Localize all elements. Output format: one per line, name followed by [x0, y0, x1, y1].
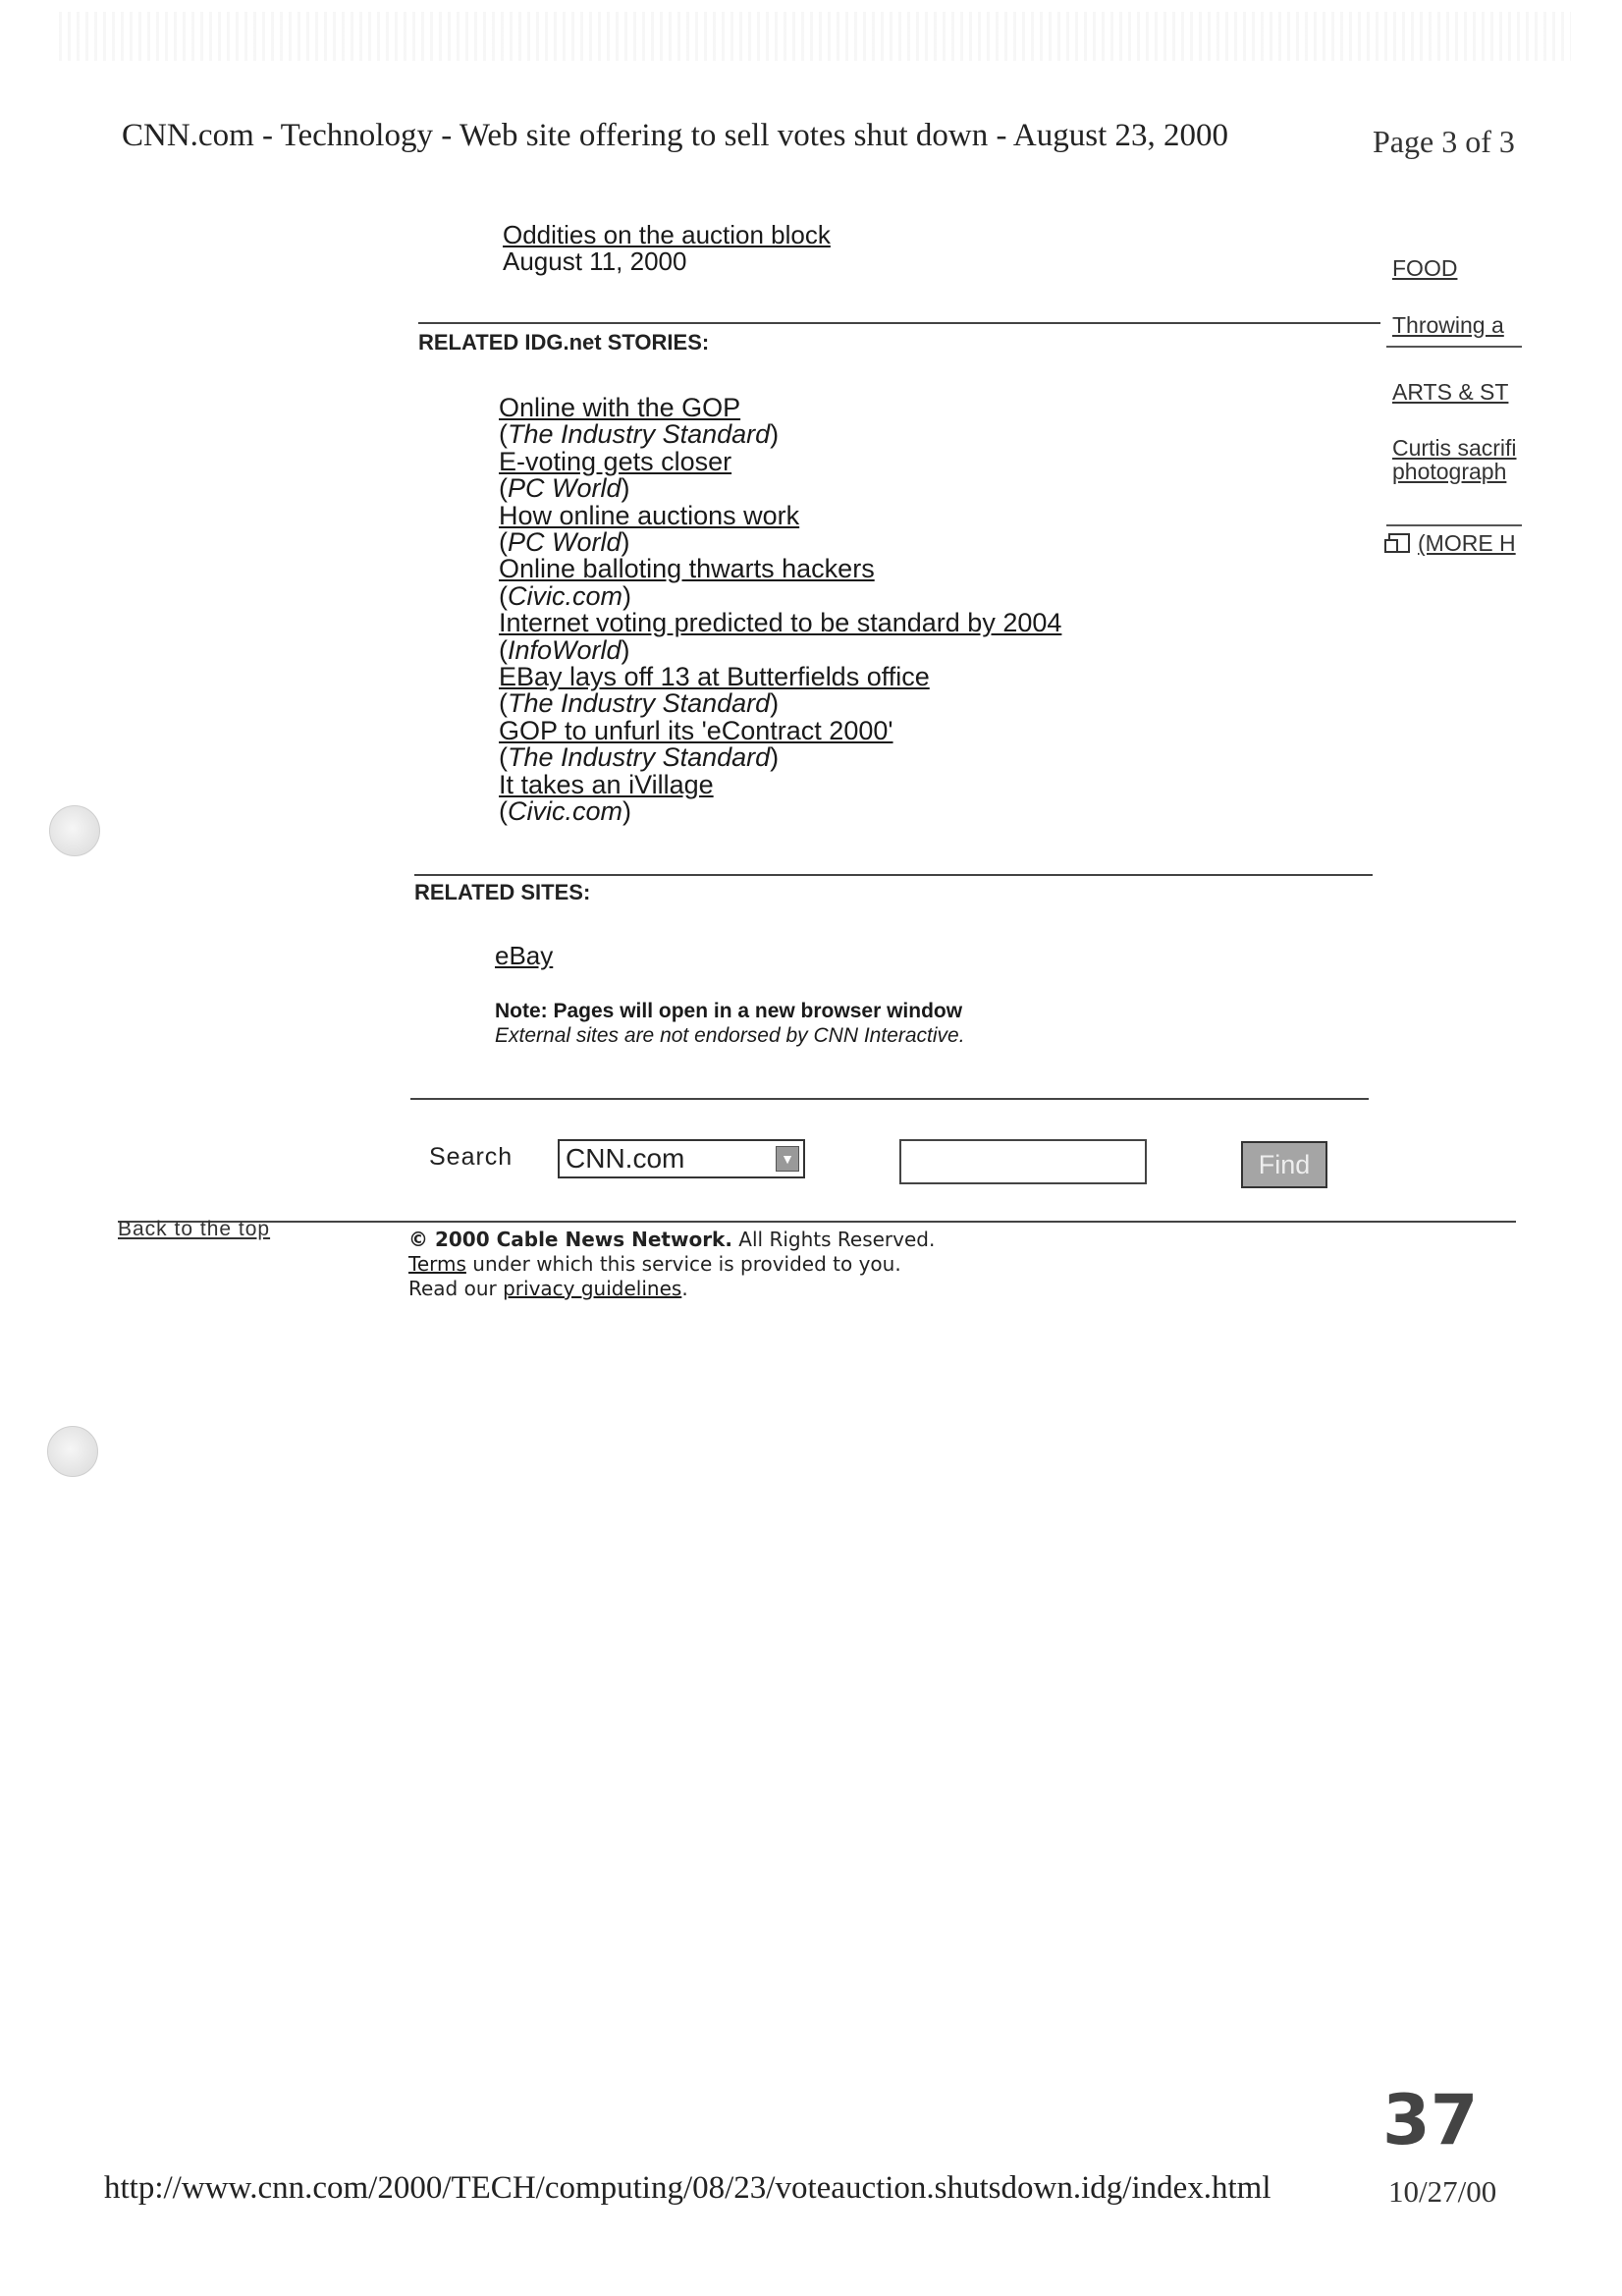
search-scope-value: CNN.com: [566, 1143, 685, 1174]
sidebar-food-link[interactable]: FOOD: [1392, 255, 1458, 281]
list-item: [499, 446, 1061, 476]
back-to-top-link[interactable]: Back to the top: [118, 1218, 271, 1240]
story-source: The Industry Standard: [508, 688, 771, 719]
list-item: [499, 664, 1061, 690]
print-footer-url: http://www.cnn.com/2000/TECH/computing/08/23/voteauction.shutsdown.idg/index.html: [104, 2170, 1271, 2206]
list-item: (Civic.com): [499, 796, 632, 827]
sidebar-divider: [1386, 524, 1522, 526]
list-item: (The Industry Standard): [499, 419, 780, 450]
external-sites-note: [495, 999, 965, 1048]
footer-divider: [118, 1221, 1516, 1223]
print-header-page: Page 3 of 3: [1373, 124, 1515, 159]
story-link[interactable]: Online balloting thwarts hackers: [499, 554, 875, 584]
story-link[interactable]: GOP to unfurl its 'eContract 2000': [499, 715, 893, 745]
story-source: PC World: [508, 473, 622, 504]
previous-story: [503, 222, 831, 275]
list-item: [499, 500, 1061, 530]
story-source: PC World: [508, 527, 622, 558]
sidebar-more[interactable]: [1388, 530, 1516, 557]
story-source: InfoWorld: [508, 634, 622, 665]
sidebar-arts-link[interactable]: ARTS & ST: [1392, 379, 1509, 405]
divider: [410, 1098, 1369, 1100]
list-item: (The Industry Standard): [499, 688, 780, 719]
copyright-bold: © 2000 Cable News Network.: [408, 1228, 732, 1251]
search-label: Search: [429, 1143, 514, 1171]
divider: [414, 874, 1373, 876]
footer-copyright: [408, 1228, 935, 1301]
list-item: (InfoWorld): [499, 634, 630, 665]
story-link[interactable]: Internet voting predicted to be standard by 2004: [499, 608, 1062, 638]
previous-story-link[interactable]: Oddities on the auction block: [503, 220, 831, 249]
privacy-suffix: .: [681, 1277, 688, 1300]
story-link[interactable]: Online with the GOP: [499, 393, 741, 422]
search-scope-select[interactable]: [558, 1139, 805, 1178]
sidebar-more-link[interactable]: (MORE H: [1418, 530, 1516, 556]
previous-story-date: August 11, 2000: [503, 246, 687, 276]
list-item: [499, 395, 1061, 421]
sidebar-food-story-link[interactable]: Throwing a: [1392, 312, 1504, 338]
related-stories-list: [499, 395, 1061, 826]
list-item: [499, 715, 1061, 745]
story-source: Civic.com: [508, 796, 623, 827]
search-input[interactable]: [899, 1139, 1147, 1184]
note-bold: Note: Pages will open in a new browser window: [495, 1000, 963, 1022]
print-footer-date: 10/27/00: [1388, 2174, 1497, 2209]
list-item: (Civic.com): [499, 580, 632, 611]
sidebar-divider: [1386, 346, 1522, 348]
scan-noise: [59, 12, 1571, 61]
ebay-link[interactable]: eBay: [495, 941, 554, 970]
privacy-prefix: Read our: [408, 1277, 504, 1300]
terms-link[interactable]: Terms: [408, 1252, 466, 1276]
chevron-down-icon[interactable]: ▼: [776, 1146, 799, 1172]
list-item: [499, 769, 1061, 799]
new-window-icon: [1388, 533, 1410, 553]
note-italic: External sites are not endorsed by CNN Interactive.: [495, 1024, 965, 1047]
list-item: [499, 610, 1061, 636]
story-source: Civic.com: [508, 580, 623, 611]
handwritten-page-number: 37: [1382, 2080, 1479, 2160]
privacy-link[interactable]: privacy guidelines: [503, 1277, 682, 1300]
punch-hole: [49, 805, 100, 856]
list-item: (The Industry Standard): [499, 742, 780, 773]
divider: [418, 322, 1380, 324]
sidebar-arts-story-link[interactable]: Curtis sacrifi: [1392, 435, 1517, 461]
list-item: [499, 556, 1061, 582]
sidebar-arts-story-link-2[interactable]: photograph: [1392, 459, 1507, 484]
story-link[interactable]: It takes an iVillage: [499, 769, 714, 799]
terms-rest: under which this service is provided to you.: [465, 1252, 901, 1276]
print-header-title: CNN.com - Technology - Web site offering to sell votes shut down - August 23, 2000: [122, 118, 1229, 153]
story-source: The Industry Standard: [508, 742, 771, 773]
related-idg-heading: RELATED IDG.net STORIES:: [418, 330, 710, 355]
copyright-rest: All Rights Reserved.: [731, 1228, 936, 1251]
list-item: (PC World): [499, 527, 630, 558]
story-link[interactable]: EBay lays off 13 at Butterfields office: [499, 662, 930, 692]
story-link[interactable]: E-voting gets closer: [499, 446, 732, 476]
story-link[interactable]: How online auctions work: [499, 500, 800, 530]
story-source: The Industry Standard: [508, 419, 771, 450]
punch-hole: [47, 1426, 98, 1477]
related-sites-heading: RELATED SITES:: [414, 880, 591, 904]
find-button[interactable]: Find: [1241, 1141, 1327, 1188]
sidebar-arts-story: [1392, 436, 1517, 483]
list-item: (PC World): [499, 473, 630, 504]
